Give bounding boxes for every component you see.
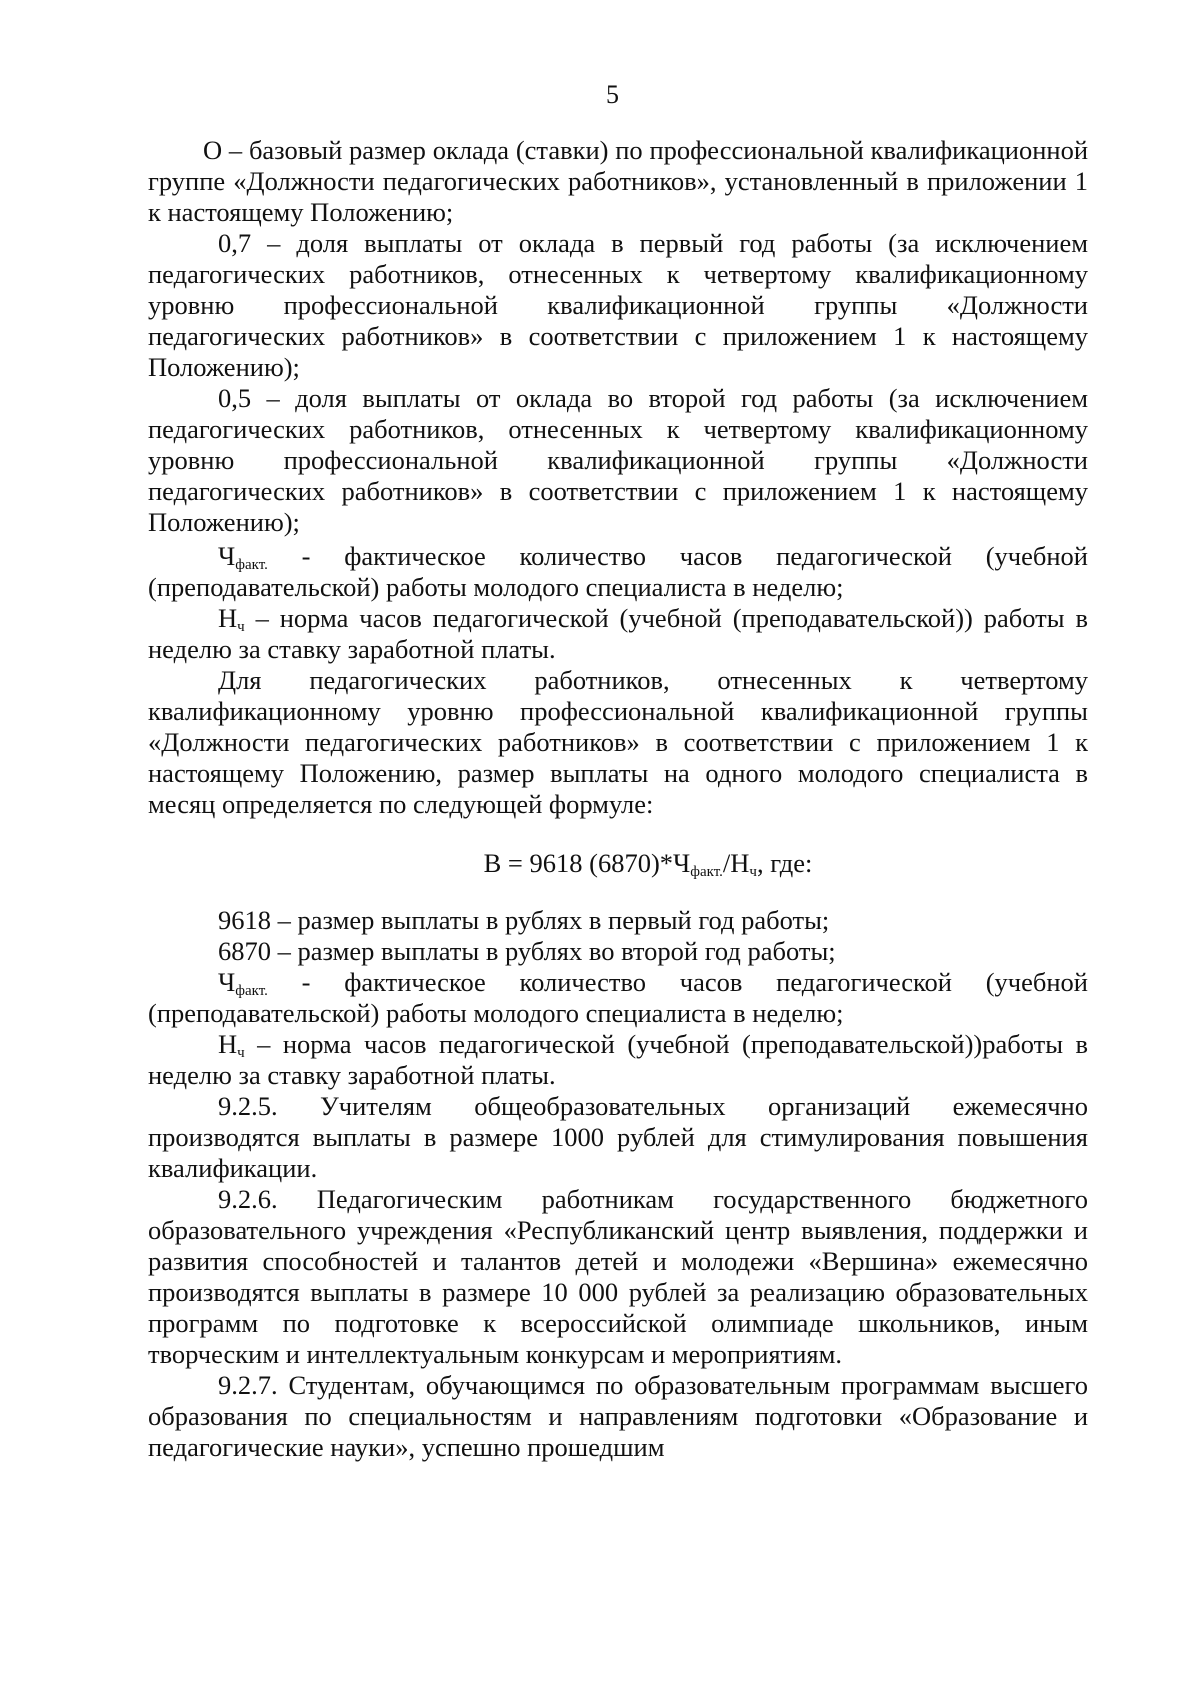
paragraph-base-salary: О – базовый размер оклада (ставки) по профессиональной квалификационной группе «Должности педагогических работников», установленный в приложении 1 к настоящему Положению; <box>148 135 1088 227</box>
paragraph-actual-hours <box>148 541 1088 603</box>
paragraph-payment-first-year: 9618 – размер выплаты в рублях в первый год работы; <box>218 905 830 935</box>
paragraph-norm-hours-2 <box>148 1029 1088 1091</box>
symbol-n: Н <box>218 1029 238 1059</box>
subscript-ch: ч <box>237 619 245 635</box>
paragraph-payment-second-year: 6870 – размер выплаты в рублях во второй год работы; <box>218 936 836 966</box>
paragraph-9-2-7: 9.2.7. Студентам, обучающимся по образовательным программам высшего образования по специальностям и направлениям подготовки «Образование и педагогические науки», успешно прошедшим <box>148 1370 1088 1462</box>
paragraph-fourth-level: Для педагогических работников, отнесенных к четвертому квалификационному уровню профессиональной квалификационной группы «Должности педагогических работников» в соответствии с приложением 1 к настоящему Положению, размер выплаты на одного молодого специалиста в месяц определяется по следующей формуле: <box>148 665 1088 819</box>
symbol-ch: Ч <box>218 967 236 997</box>
paragraph-share-first-year: 0,7 – доля выплаты от оклада в первый год работы (за исключением педагогических работников, отнесенных к четвертому квалификационному уровню профессиональной квалификационной группы «Должности педагогических работников» в соответствии с приложением 1 к настоящему Положению); <box>148 228 1088 382</box>
formula-subscript-fact: факт. <box>690 864 723 880</box>
formula-subscript-ch: ч <box>749 864 757 880</box>
definition-text: - фактическое количество часов педагогической (учебной (преподавательской) работы молодого специалиста в неделю; <box>148 541 1088 602</box>
document-body <box>148 135 1088 1463</box>
paragraph-9-2-5: 9.2.5. Учителям общеобразовательных организаций ежемесячно производятся выплаты в размере 1000 рублей для стимулирования повышения квалификации. <box>148 1091 1088 1183</box>
page-number: 5 <box>606 80 619 109</box>
definition-text: – норма часов педагогической (учебной (преподавательской)) работы в неделю за ставку заработной платы. <box>148 603 1088 664</box>
symbol-ch: Ч <box>218 541 236 571</box>
subscript-fact: факт. <box>235 557 268 573</box>
formula <box>148 848 1088 879</box>
symbol-n: Н <box>218 603 238 633</box>
formula-part: /Н <box>722 848 750 878</box>
paragraph-share-second-year: 0,5 – доля выплаты от оклада во второй год работы (за исключением педагогических работников, отнесенных к четвертому квалификационному уровню профессиональной квалификационной группы «Должности педагогических работников» в соответствии с приложением 1 к настоящему Положению); <box>148 383 1088 537</box>
paragraph-actual-hours-2 <box>148 967 1088 1029</box>
subscript-ch: ч <box>237 1045 245 1061</box>
definition-text: - фактическое количество часов педагогической (учебной (преподавательской) работы молодого специалиста в неделю; <box>148 967 1088 1028</box>
definition-text: – норма часов педагогической (учебной (преподавательской))работы в неделю за ставку заработной платы. <box>148 1029 1088 1090</box>
paragraph-9-2-6: 9.2.6. Педагогическим работникам государственного бюджетного образовательного учреждения «Республиканский центр выявления, поддержки и развития способностей и талантов детей и молодежи «Вершина» ежемесячно производятся выплаты в размере 10 000 рублей за реализацию образовательных программ по подготовке к всероссийской олимпиаде школьников, иным творческим и интеллектуальным конкурсам и мероприятиям. <box>148 1184 1088 1369</box>
formula-part: , где: <box>756 848 813 878</box>
subscript-fact: факт. <box>235 983 268 999</box>
formula-part: В = 9618 (6870)*Ч <box>483 848 691 878</box>
paragraph-norm-hours <box>148 603 1088 665</box>
